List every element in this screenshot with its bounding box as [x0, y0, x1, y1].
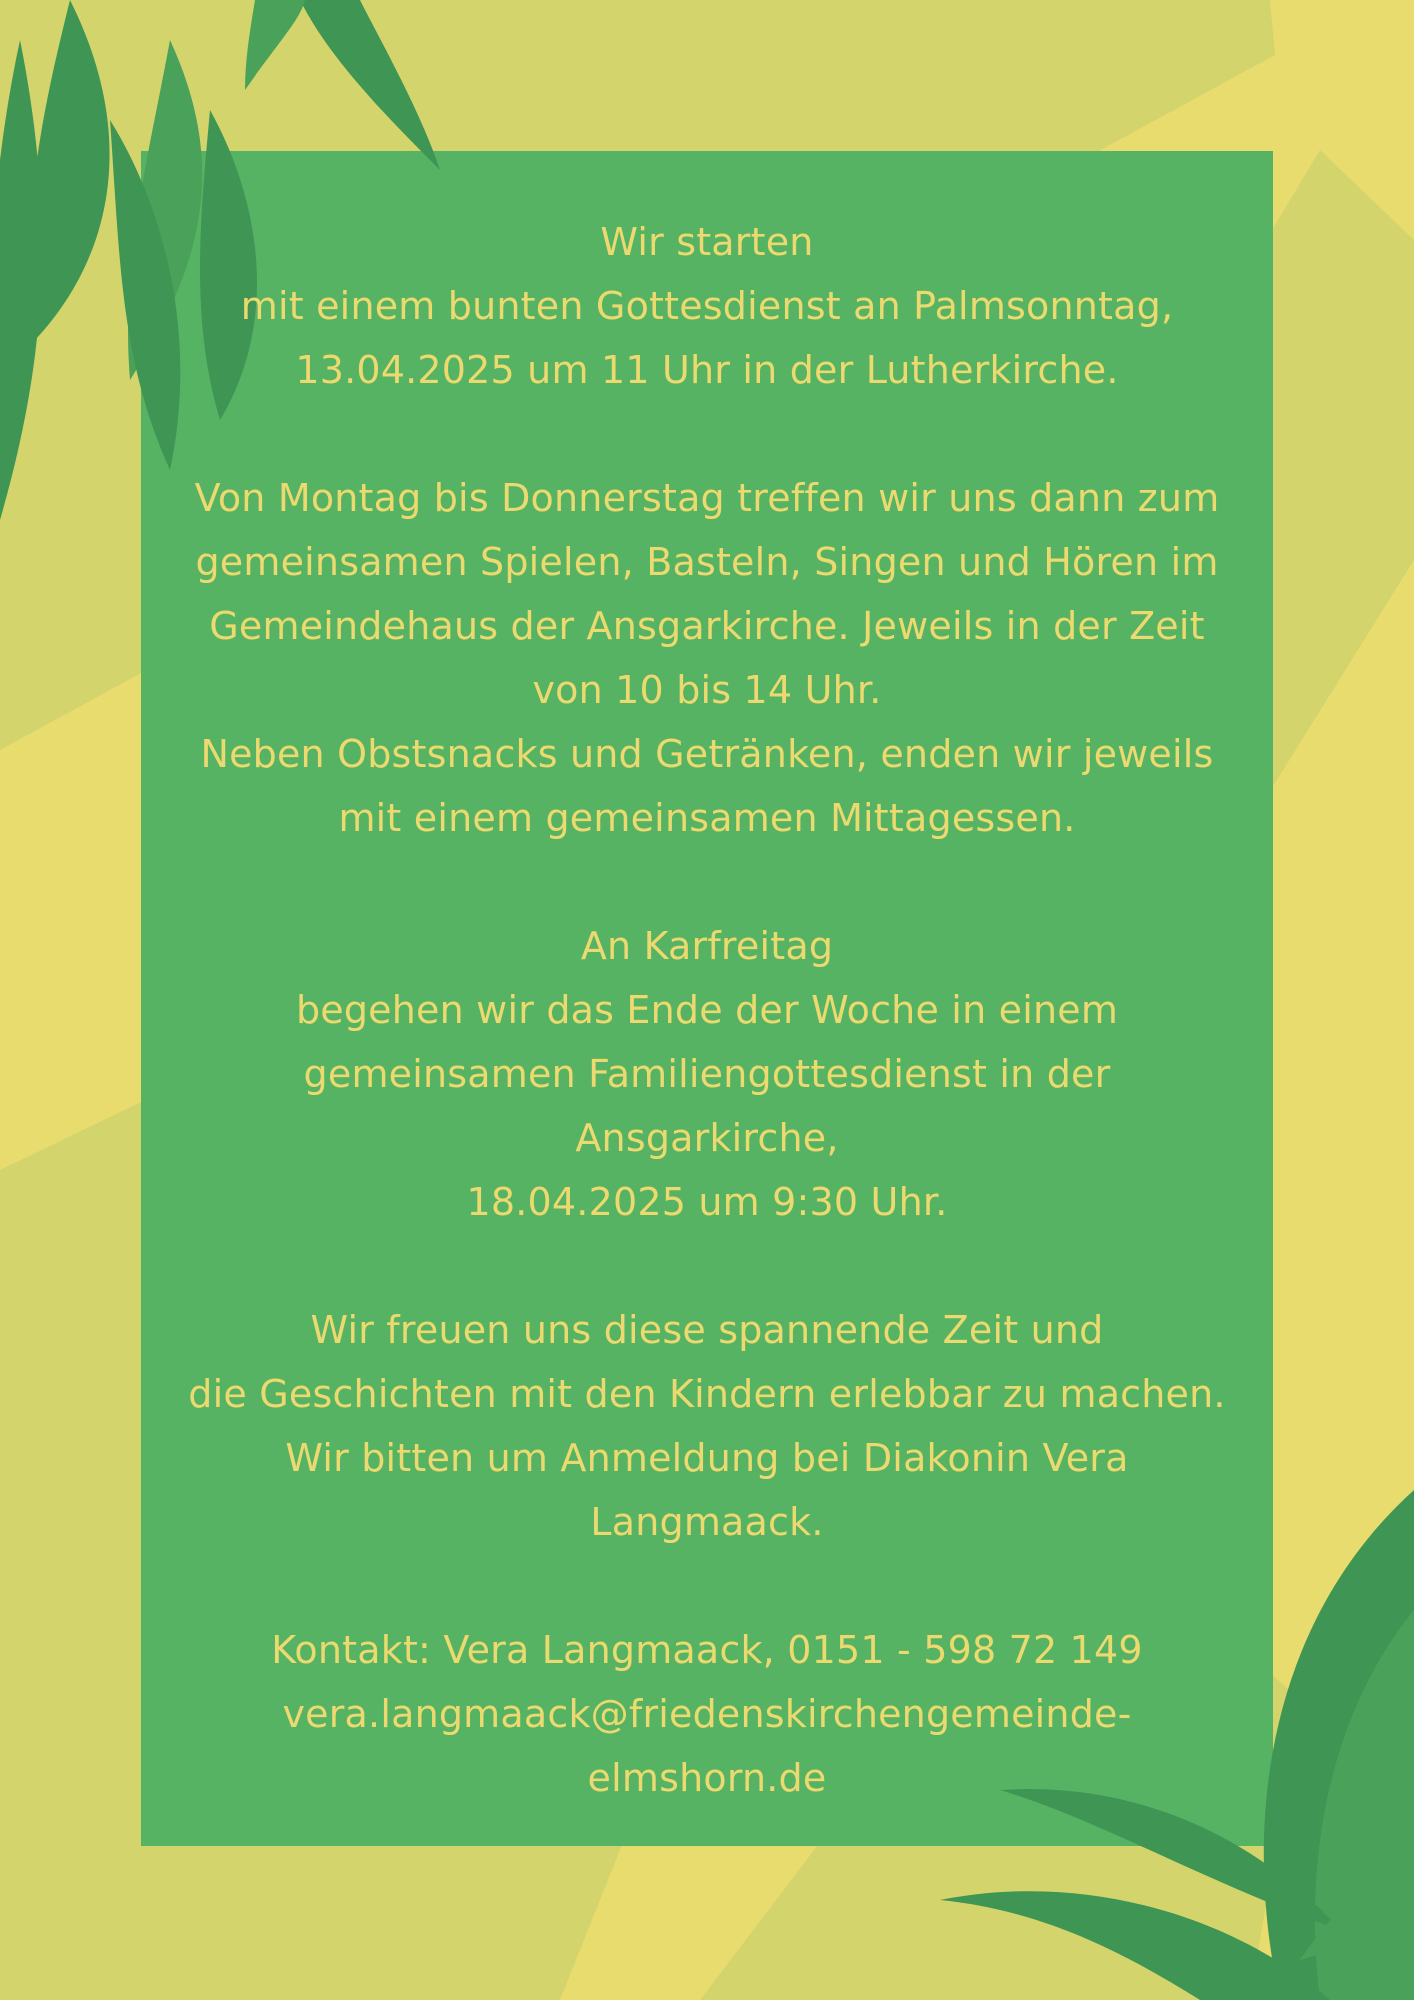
text-line: Wir bitten um Anmeldung bei Diakonin Vera	[285, 1436, 1129, 1480]
block-contact	[141, 1618, 1273, 1810]
paragraph-gap	[141, 850, 1273, 914]
text-line: gemeinsamen Familiengottesdienst in der	[303, 1052, 1111, 1096]
text-line: Wir freuen uns diese spannende Zeit und	[310, 1308, 1104, 1352]
text-line: An Karfreitag	[580, 924, 834, 968]
text-line: begehen wir das Ende der Woche in einem	[295, 988, 1119, 1032]
text-line: mit einem bunten Gottesdienst an Palmsonntag,	[240, 284, 1174, 328]
text-line: Gemeindehaus der Ansgarkirche. Jeweils in der Zeit	[209, 604, 1205, 648]
paragraph-gap	[141, 1234, 1273, 1298]
paragraph-gap	[141, 402, 1273, 466]
text-line: Ansgarkirche,	[575, 1116, 839, 1160]
block-weekdays	[141, 466, 1273, 850]
block-karfreitag	[141, 914, 1273, 1234]
text-line: von 10 bis 14 Uhr.	[532, 668, 882, 712]
email-line[interactable]: elmshorn.de	[587, 1756, 827, 1800]
text-line: mit einem gemeinsamen Mittagessen.	[338, 796, 1076, 840]
text-line: gemeinsamen Spielen, Basteln, Singen und Hören im	[195, 540, 1219, 584]
text-line: Von Montag bis Donnerstag treffen wir uns dann zum	[194, 476, 1220, 520]
text-line: Neben Obstsnacks und Getränken, enden wir jeweils	[200, 732, 1214, 776]
leaf-2	[30, 0, 110, 340]
leaf-7	[245, 0, 305, 90]
flyer-text	[141, 210, 1273, 1810]
paragraph-gap	[141, 1554, 1273, 1618]
email-line[interactable]: vera.langmaack@friedenskirchengemeinde-	[282, 1692, 1132, 1736]
text-line: 13.04.2025 um 11 Uhr in der Lutherkirche.	[295, 348, 1119, 392]
leaf-6	[300, 0, 440, 170]
block-palmsonntag	[141, 210, 1273, 402]
text-line: die Geschichten mit den Kindern erlebbar zu machen.	[188, 1372, 1226, 1416]
block-closing	[141, 1298, 1273, 1554]
text-line: Wir starten	[600, 220, 814, 264]
text-line: Langmaack.	[590, 1500, 824, 1544]
text-line: 18.04.2025 um 9:30 Uhr.	[466, 1180, 948, 1224]
contact-line: Kontakt: Vera Langmaack, 0151 - 598 72 149	[271, 1628, 1143, 1672]
